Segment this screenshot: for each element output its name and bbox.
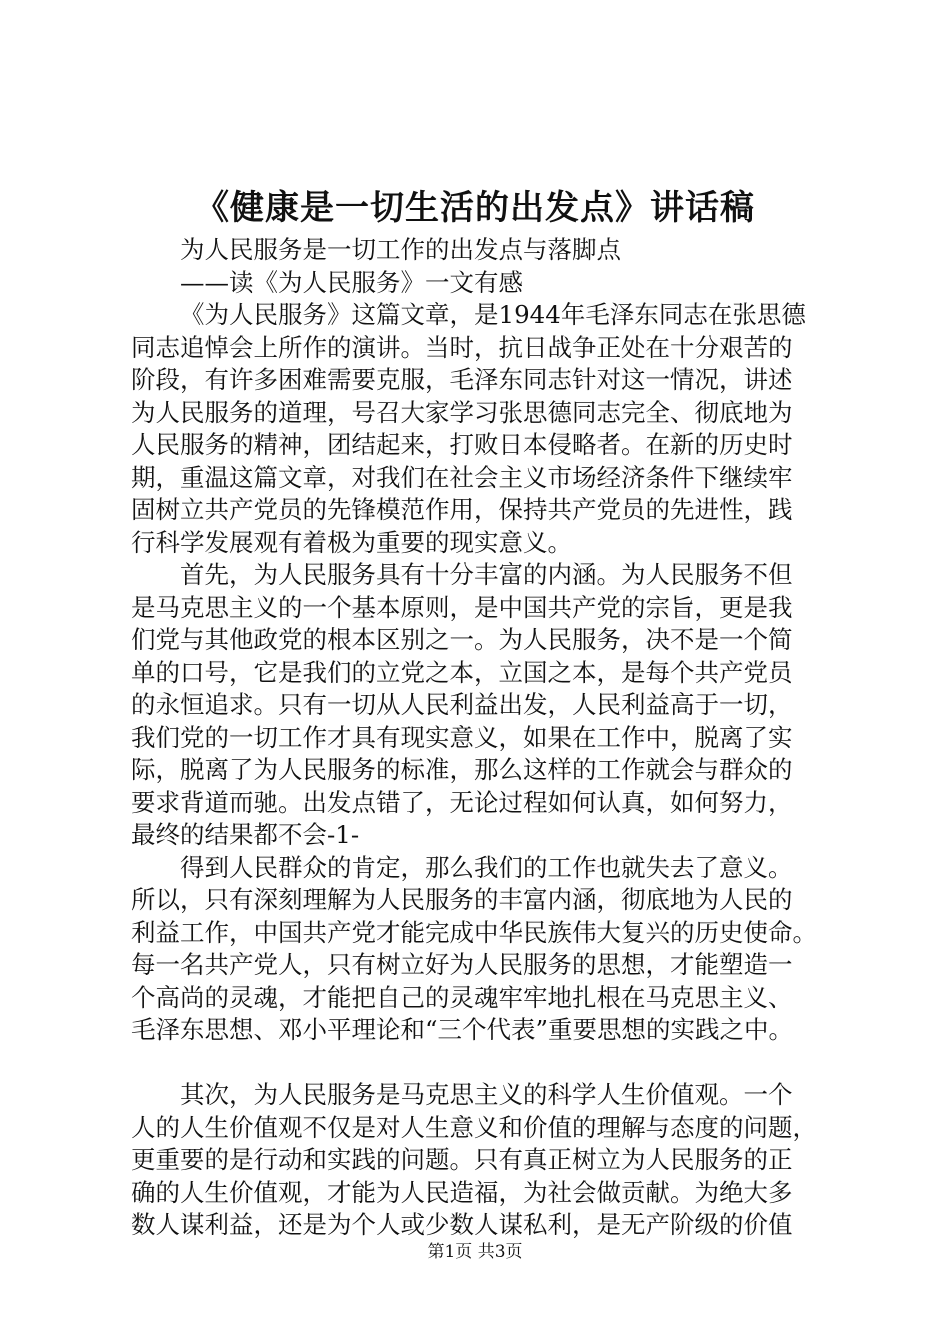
text-line: 其次，为人民服务是马克思主义的科学人生价值观。一个 bbox=[180, 1080, 793, 1109]
text-line: 毛泽东思想、邓小平理论和“三个代表”重要思想的实践之中。 bbox=[131, 1015, 794, 1044]
text-line: 阶段，有许多困难需要克服，毛泽东同志针对这一情况，讲述 bbox=[131, 365, 793, 394]
text-line: 《为人民服务》这篇文章，是1944年毛泽东同志在张思德 bbox=[180, 300, 806, 329]
paragraph bbox=[131, 559, 831, 852]
text-line: 最终的结果都不会-1- bbox=[131, 820, 360, 849]
text-line: 更重要的是行动和实践的问题。只有真正树立为人民服务的正 bbox=[131, 1145, 793, 1174]
text-line: 首先，为人民服务具有十分丰富的内涵。为人民服务不但 bbox=[180, 560, 793, 589]
text-line: 为人民服务的道理，号召大家学习张思德同志完全、彻底地为 bbox=[131, 397, 793, 427]
text-line: 我们党的一切工作才具有现实意义，如果在工作中，脱离了实 bbox=[131, 722, 793, 752]
subtitle-line: 为人民服务是一切工作的出发点与落脚点 bbox=[180, 235, 621, 264]
document-body bbox=[131, 234, 831, 1242]
text-line: 要求背道而驰。出发点错了，无论过程如何认真，如何努力， bbox=[131, 787, 793, 817]
page-footer: 第1页 共3页 bbox=[427, 1242, 523, 1262]
subtitle-line: ——读《为人民服务》一文有感 bbox=[180, 267, 523, 297]
document-title: 《健康是一切生活的出发点》讲话稿 bbox=[195, 188, 755, 228]
text-line: 固树立共产党员的先锋模范作用，保持共产党员的先进性，践 bbox=[131, 495, 793, 524]
text-line: 单的口号，它是我们的立党之本，立国之本，是每个共产党员 bbox=[131, 657, 793, 687]
text-line: 际，脱离了为人民服务的标准，那么这样的工作就会与群众的 bbox=[131, 755, 793, 784]
text-line: 期，重温这篇文章，对我们在社会主义市场经济条件下继续牢 bbox=[131, 462, 793, 492]
text-line: 所以，只有深刻理解为人民服务的丰富内涵，彻底地为人民的 bbox=[131, 885, 793, 914]
paragraph bbox=[131, 299, 831, 559]
text-line: 每一名共产党人，只有树立好为人民服务的思想，才能塑造一 bbox=[131, 950, 793, 979]
paragraph bbox=[131, 852, 831, 1047]
text-line: 确的人生价值观，才能为人民造福，为社会做贡献。为绝大多 bbox=[131, 1177, 793, 1207]
text-line: 得到人民群众的肯定，那么我们的工作也就失去了意义。 bbox=[180, 852, 793, 882]
text-line: 同志追悼会上所作的演讲。当时，抗日战争正处在十分艰苦的 bbox=[131, 332, 793, 362]
text-line: 利益工作，中国共产党才能完成中华民族伟大复兴的历史使命。 bbox=[131, 917, 817, 947]
paragraph-spacer bbox=[131, 1047, 831, 1080]
text-line: 人的人生价值观不仅是对人生意义和价值的理解与态度的问题， bbox=[131, 1112, 817, 1142]
text-line: 是马克思主义的一个基本原则，是中国共产党的宗旨，更是我 bbox=[131, 592, 793, 622]
text-line: 人民服务的精神，团结起来，打败日本侵略者。在新的历史时 bbox=[131, 430, 793, 459]
text-line: 行科学发展观有着极为重要的现实意义。 bbox=[131, 527, 572, 557]
paragraph bbox=[131, 1079, 831, 1242]
text-line: 个高尚的灵魂，才能把自己的灵魂牢牢地扎根在马克思主义、 bbox=[131, 982, 793, 1012]
text-line: 的永恒追求。只有一切从人民利益出发，人民利益高于一切， bbox=[131, 690, 793, 719]
text-line: 们党与其他政党的根本区别之一。为人民服务，决不是一个简 bbox=[131, 625, 793, 654]
text-line: 数人谋利益，还是为个人或少数人谋私利，是无产阶级的价值 bbox=[131, 1210, 793, 1239]
